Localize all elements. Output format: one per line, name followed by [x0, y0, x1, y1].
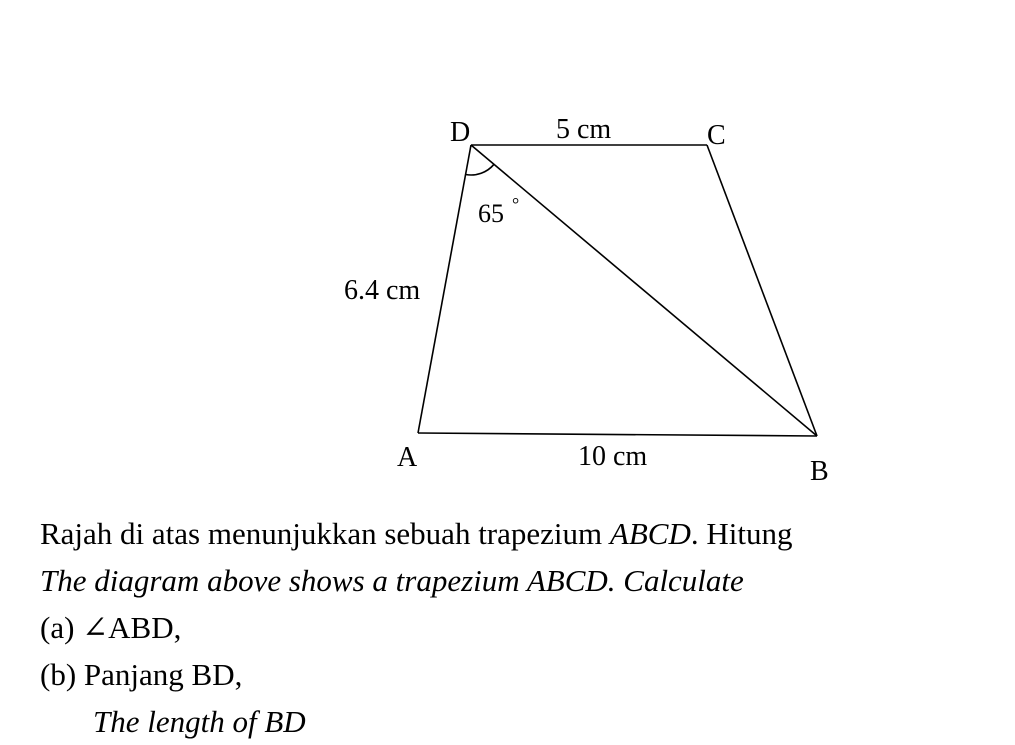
question-part-a: (a) ∠ABD,: [40, 610, 182, 645]
question-part-b-english: The length of BD: [93, 704, 306, 739]
edge-ad: [418, 145, 471, 433]
diagonal-bd: [471, 145, 817, 436]
intro-malay-end: . Hitung: [690, 516, 793, 551]
question-intro-english: The diagram above shows a trapezium ABCD. Calculate: [40, 563, 744, 598]
side-label-ad: 6.4 cm: [344, 275, 421, 306]
side-label-dc: 5 cm: [556, 114, 612, 145]
side-label-ab: 10 cm: [578, 441, 648, 472]
vertex-label-c: C: [707, 120, 726, 151]
angle-degree-symbol: °: [512, 194, 520, 214]
intro-malay-text: Rajah di atas menunjukkan sebuah trapezium: [40, 516, 610, 551]
vertex-label-a: A: [397, 442, 418, 473]
vertex-label-b: B: [810, 456, 829, 487]
question-text: [40, 510, 1000, 745]
edge-ab: [418, 433, 817, 436]
vertex-label-d: D: [450, 117, 471, 148]
angle-label-adb: 65: [478, 199, 504, 228]
angle-arc-adb: [466, 164, 494, 175]
question-intro-malay: [40, 510, 1000, 557]
question-part-b: (b) Panjang BD,: [40, 657, 243, 692]
intro-malay-shape: ABCD: [609, 516, 691, 551]
edge-cb: [707, 145, 817, 436]
